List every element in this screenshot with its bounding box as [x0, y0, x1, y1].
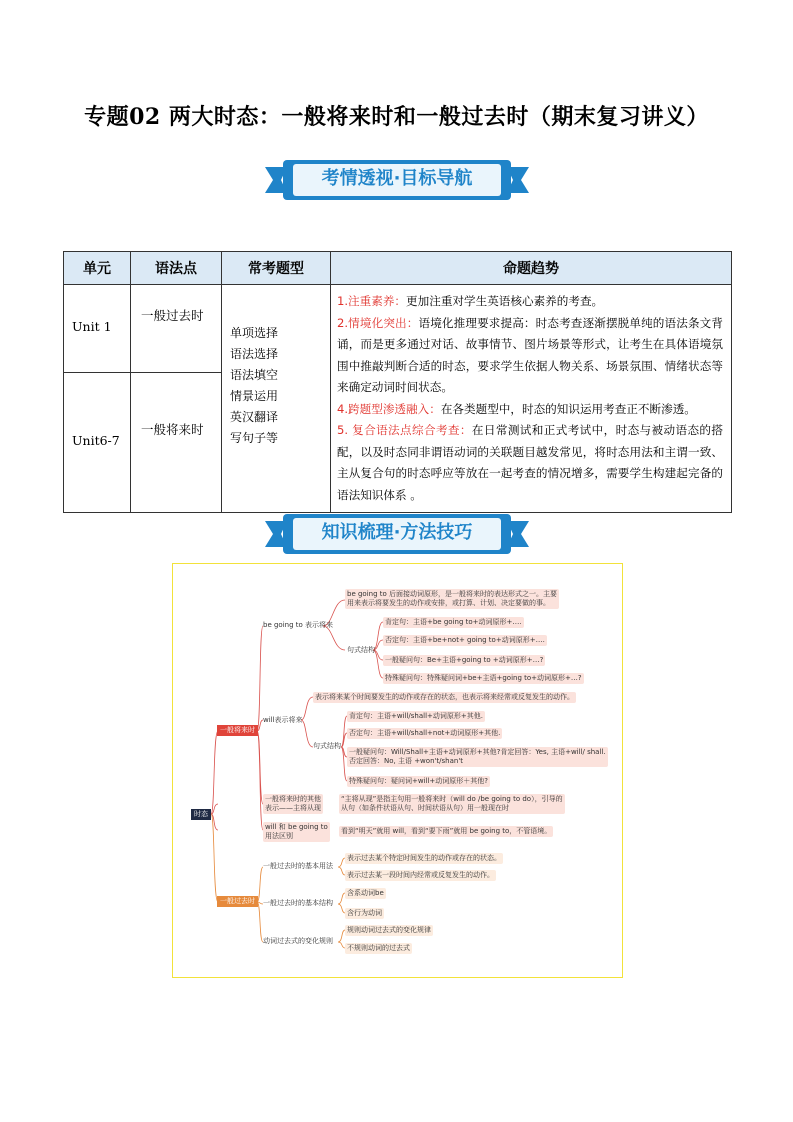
- mindmap-leaf: [345, 589, 559, 609]
- question-types-cell: [222, 285, 331, 513]
- trend-text: 在日常测试和正式考试中，时态与被动语态的搭配，以及时态同非谓语动词的关联题目越发常见，将时态用法和主谓一致、主从复合句的时态呼应等放在一起考查的情况增多，需要学生构建起完备的语法知识体系 。: [337, 423, 723, 502]
- trend-text: 在各类题型中，时态的知识运用考查正不断渗透。: [440, 401, 696, 416]
- leaf-line: 否定回答：No, 主语 +won't/shan't: [349, 757, 464, 765]
- mindmap-branch: 一般过去时的基本用法: [263, 862, 333, 870]
- mindmap-leaf: 看到“明天”就用 will，看到“要下雨”就用 be going to，不管语境。: [341, 827, 552, 835]
- mindmap-will-node: will表示将来: [263, 716, 303, 724]
- trend-label: 1.注重素养：: [337, 294, 407, 308]
- page-title: 专题02 两大时态：一般将来时和一般过去时（期末复习讲义）: [84, 104, 709, 130]
- trend-item: [337, 313, 723, 399]
- section-banner-knowledge: [265, 511, 529, 557]
- mindmap-branch: 句式结构: [347, 646, 375, 654]
- mindmap-past-node: 一般过去时: [217, 896, 258, 907]
- unit-cell: Unit6-7: [64, 372, 131, 512]
- leaf-line: be going to 后面接动词原形，是一般将来时的表达形式之一。主要: [347, 590, 558, 598]
- mindmap-branch: 一般过去时的基本结构: [263, 899, 333, 907]
- leaf-line: 用来表示将要发生的动作或安排，或打算、计划、决定要做的事。: [347, 599, 550, 607]
- mindmap-root: 时态: [191, 809, 211, 820]
- mindmap-leaf: 含系动词be: [347, 889, 384, 897]
- header-grammar: 语法点: [131, 252, 222, 285]
- trend-item: [337, 420, 723, 506]
- section-banner-overview: [265, 157, 529, 203]
- question-type: 语法选择: [230, 347, 279, 361]
- leaf-line: will 和 be going to: [265, 823, 328, 831]
- leaf-line: 表示——主将从现: [265, 804, 321, 812]
- trend-label: 5. 复合语法点综合考查：: [337, 423, 472, 437]
- mindmap-leaf: 表示过去某个特定时间发生的动作或存在的状态。: [347, 854, 501, 862]
- mindmap-leaf: 不规则动词的过去式: [347, 944, 410, 952]
- trend-text: 语境化推理要求提高：时态考查逐渐摆脱单纯的语法条文背诵，而是更多通过对话、故事情节、图片场景等形式，让考生在具体语境氛围中推敲判断合适的时态，要求学生依据人物关系、场景氛围、情绪状态等来确定动词时间状态。: [337, 315, 723, 394]
- mindmap-leaf: 表示将来某个时间要发生的动作或存在的状态，也表示将来经常或反复发生的动作。: [315, 693, 574, 701]
- mindmap-bg-node: be going to 表示将来: [263, 621, 334, 629]
- leaf-line: 一般疑问句：Will/Shall+主语+动词原形+其他?肯定回答：Yes, 主语+will/ shall.: [349, 748, 606, 756]
- leaf-line: 从句（如条件状语从句、时间状语从句）用一般现在时: [341, 804, 509, 812]
- mindmap-leaf: 一般疑问句：Be+主语+going to +动词原形+…?: [385, 656, 544, 664]
- mindmap-leaf: 肯定句：主语+will/shall+动词原形+其他.: [349, 712, 484, 720]
- trend-item: [337, 291, 723, 313]
- question-type: 单项选择: [230, 326, 279, 340]
- mindmap-leaf: 否定句：主语+be+not+ going to+动词原形+….: [385, 636, 545, 644]
- leaf-line: 一般将来时的其他: [265, 795, 321, 803]
- banner-title: 知识梳理·方法技巧: [321, 522, 473, 543]
- mindmap-leaf: 特殊疑问句：特殊疑问词+be+主语+going to+动词原形+…?: [385, 674, 582, 682]
- mindmap-rule-node: [263, 794, 323, 814]
- header-trend: 命题趋势: [331, 252, 732, 285]
- trend-text: 更加注重对学生英语核心素养的考查。: [406, 294, 604, 308]
- mindmap-leaf: 特殊疑问句：疑问词+will+动词原形＋其他?: [349, 777, 489, 785]
- mindmap-leaf: 规则动词过去式的变化规律: [347, 926, 431, 934]
- trend-cell: [331, 285, 732, 513]
- mindmap-branch: 动词过去式的变化规则: [263, 937, 333, 945]
- mindmap-leaf: [339, 794, 565, 814]
- header-unit: 单元: [64, 252, 131, 285]
- mindmap-leaf: 表示过去某一段时间内经常或反复发生的动作。: [347, 871, 494, 879]
- mindmap-leaf: [347, 747, 608, 767]
- grammar-cell: 一般将来时: [131, 372, 222, 512]
- banner-title: 考情透视·目标导航: [321, 168, 473, 189]
- trend-label: 2.情境化突出：: [337, 315, 419, 330]
- question-type: 语法填空: [230, 368, 279, 382]
- leaf-line: “主将从现”是指主句用一般将来时（will do /be going to do），引导的: [341, 795, 563, 803]
- leaf-line: 用法区别: [265, 832, 293, 840]
- header-types: 常考题型: [222, 252, 331, 285]
- overview-table: [63, 251, 732, 513]
- mindmap-future-node: 一般将来时: [217, 725, 258, 736]
- mindmap-branch: 句式结构: [313, 742, 341, 750]
- question-type: 英汉翻译: [230, 410, 279, 424]
- mindmap-leaf: 肯定句：主语+be going to+动词原形+….: [385, 618, 522, 626]
- question-type: 情景运用: [230, 389, 279, 403]
- mindmap: [172, 563, 623, 978]
- question-type: 写句子等: [230, 431, 279, 445]
- mindmap-leaf: 含行为动词: [347, 909, 382, 917]
- trend-item: [337, 399, 723, 421]
- unit-cell: Unit 1: [64, 285, 131, 373]
- trend-label: 4.跨题型渗透融入：: [337, 401, 441, 416]
- mindmap-leaf: 否定句：主语+will/shall+not+动词原形+其他.: [349, 729, 501, 737]
- grammar-cell: 一般过去时: [131, 285, 222, 373]
- mindmap-diff-node: [263, 822, 330, 842]
